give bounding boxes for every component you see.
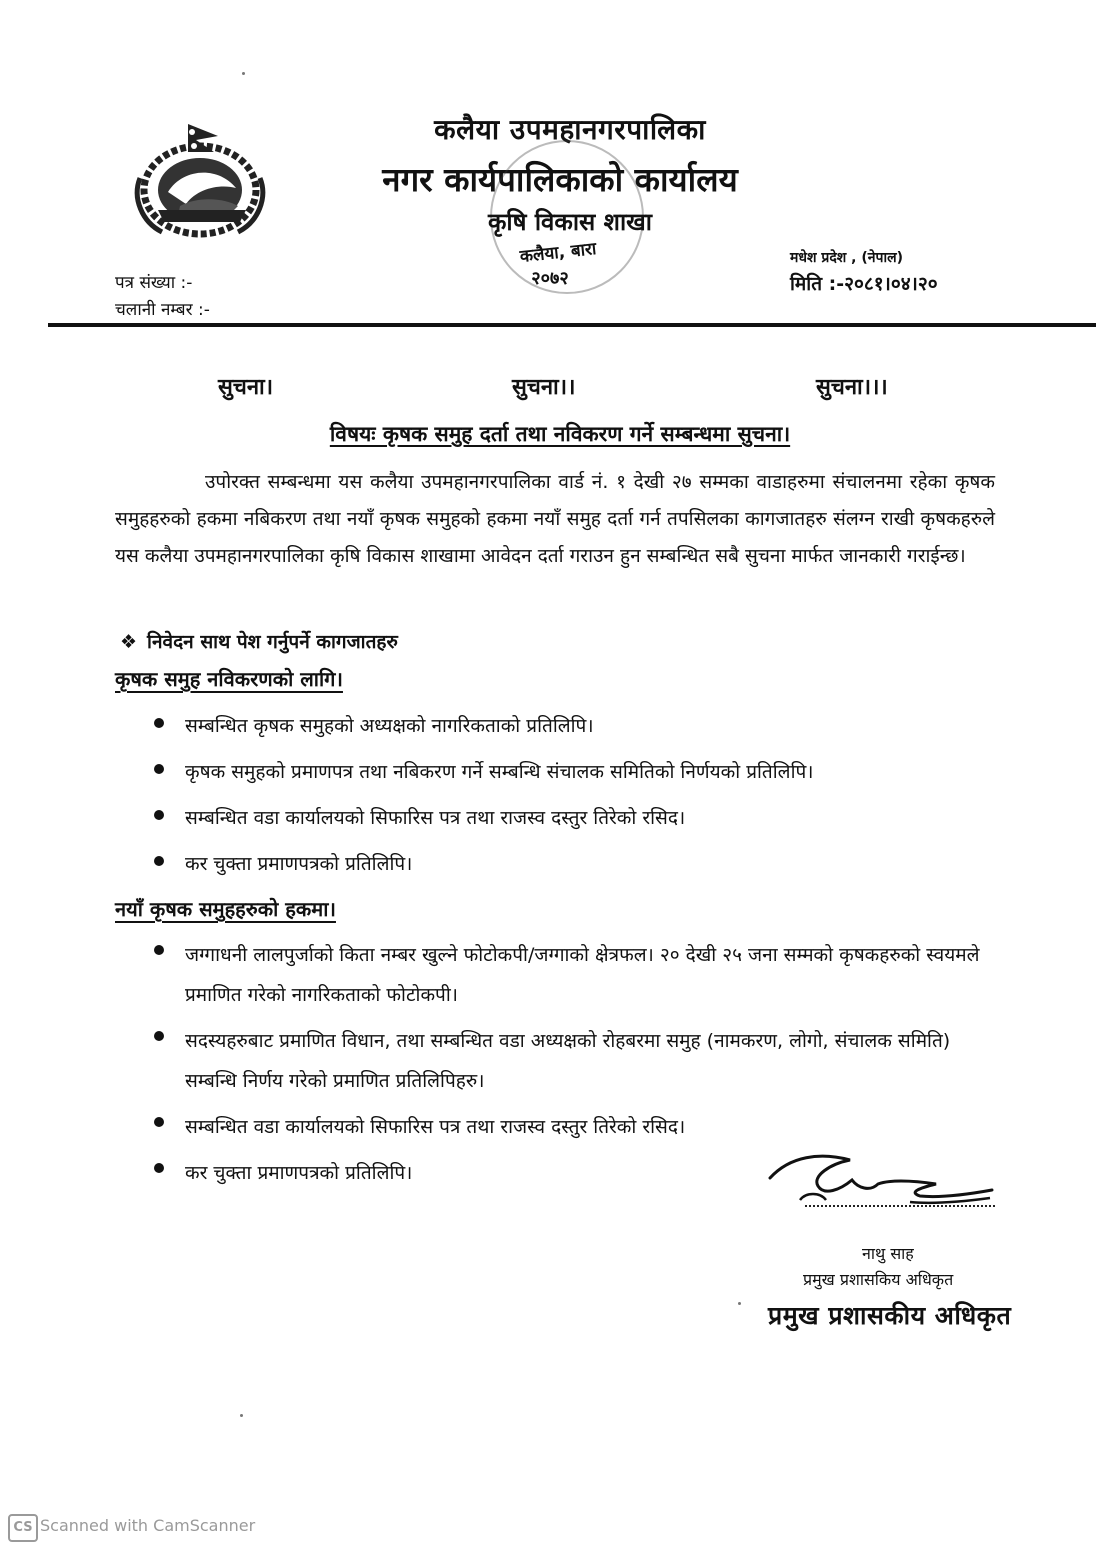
diamond-bullet-icon: ❖	[120, 631, 138, 653]
documents-heading-text: निवेदन साथ पेश गर्नुपर्ने कागजातहरु	[147, 631, 398, 653]
renewal-heading: कृषक समुह नविकरणको लागि।	[115, 667, 343, 691]
list-item: सम्बन्धित वडा कार्यालयको सिफारिस पत्र तथा राजस्व दस्तुर तिरेको रसिद।	[150, 1107, 990, 1147]
camscanner-logo: CS	[8, 1514, 38, 1542]
office-name: नगर कार्यपालिकाको कार्यालय	[382, 160, 738, 199]
dispatch-number-label: चलानी नम्बर :-	[115, 300, 210, 320]
list-item: जग्गाधनी लालपुर्जाको किता नम्बर खुल्ने फोटोकपी/जग्गाको क्षेत्रफल। २० देखी २५ जना सम्मको कृषकहरुको स्वयमले प्रमाणित गरेको नागरिकताको फोटोकपी।	[150, 935, 990, 1015]
letter-number-label: पत्र संख्या :-	[115, 273, 193, 293]
subject-text: विषयः कृषक समुह दर्ता तथा नविकरण गर्ने सम्बन्धमा सुचना।	[329, 422, 791, 446]
list-item: कर चुक्ता प्रमाणपत्रको प्रतिलिपि।	[150, 846, 990, 892]
scanner-watermark: Scanned with CamScanner	[40, 1516, 256, 1535]
notice-label-3: सुचना।।।	[816, 375, 888, 400]
stamp-year: २०७२	[531, 268, 569, 289]
branch-name: कृषि विकास शाखा	[487, 208, 653, 236]
subject-line	[120, 420, 1000, 448]
list-item: सम्बन्धित वडा कार्यालयको सिफारिस पत्र तथा राजस्व दस्तुर तिरेको रसिद।	[150, 800, 990, 846]
list-item: सम्बन्धित कृषक समुहको अध्यक्षको नागरिकताको प्रतिलिपि।	[150, 708, 990, 754]
notice-label-1: सुचना।	[218, 375, 274, 400]
stamp-place: कलैया, बारा	[518, 239, 598, 267]
documents-heading	[120, 628, 398, 654]
province-label: मधेश प्रदेश , (नेपाल)	[790, 250, 903, 266]
scan-speck	[242, 72, 245, 75]
handwritten-signature	[760, 1150, 1000, 1220]
date-line: मिति :-२०८१।०४।२०	[790, 273, 938, 295]
nepal-emblem-icon	[128, 118, 278, 248]
designation-stamp: प्रमुख प्रशासकीय अधिकृत	[768, 1301, 1012, 1330]
list-item: कर चुक्ता प्रमाणपत्रको प्रतिलिपि।	[150, 1153, 990, 1193]
signer-title: प्रमुख प्रशासकिय अधिकृत	[803, 1270, 954, 1289]
organization-name: कलैया उपमहानगरपालिका	[434, 113, 706, 146]
renewal-list	[150, 708, 990, 892]
signature-line	[805, 1205, 995, 1207]
list-item: कृषक समुहको प्रमाणपत्र तथा नबिकरण गर्ने सम्बन्धि संचालक समितिको निर्णयको प्रतिलिपि।	[150, 754, 990, 800]
scan-speck	[240, 1414, 243, 1417]
header-divider	[48, 323, 1096, 327]
scan-speck	[738, 1302, 741, 1305]
notice-label-2: सुचना।।	[512, 375, 576, 400]
list-item: सदस्यहरुबाट प्रमाणित विधान, तथा सम्बन्धित वडा अध्यक्षको रोहबरमा समुह (नामकरण, लोगो, संचालक समिति) सम्बन्धि निर्णय गरेको प्रमाणित प्रतिलिपिहरु।	[150, 1021, 990, 1101]
signer-name: नाथु साह	[862, 1244, 914, 1263]
body-paragraph: उपोरक्त सम्बन्धमा यस कलैया उपमहानगरपालिका वार्ड नं. १ देखी २७ सम्मका वाडाहरुमा संचालनमा रहेका कृषक समुहहरुको हकमा नबिकरण तथा नयाँ कृषक समुहको हकमा नयाँ समुह दर्ता गर्न तपसिलका कागजातहरु संलग्न राखी कृषकहरुले यस कलैया उपमहानगरपालिका कृषि विकास शाखामा आवेदन दर्ता गराउन हुन सम्बन्धित सबै सुचना मार्फत जानकारी गराईन्छ।	[115, 471, 995, 567]
new-groups-heading: नयाँ कृषक समुहहरुको हकमा।	[115, 897, 336, 921]
